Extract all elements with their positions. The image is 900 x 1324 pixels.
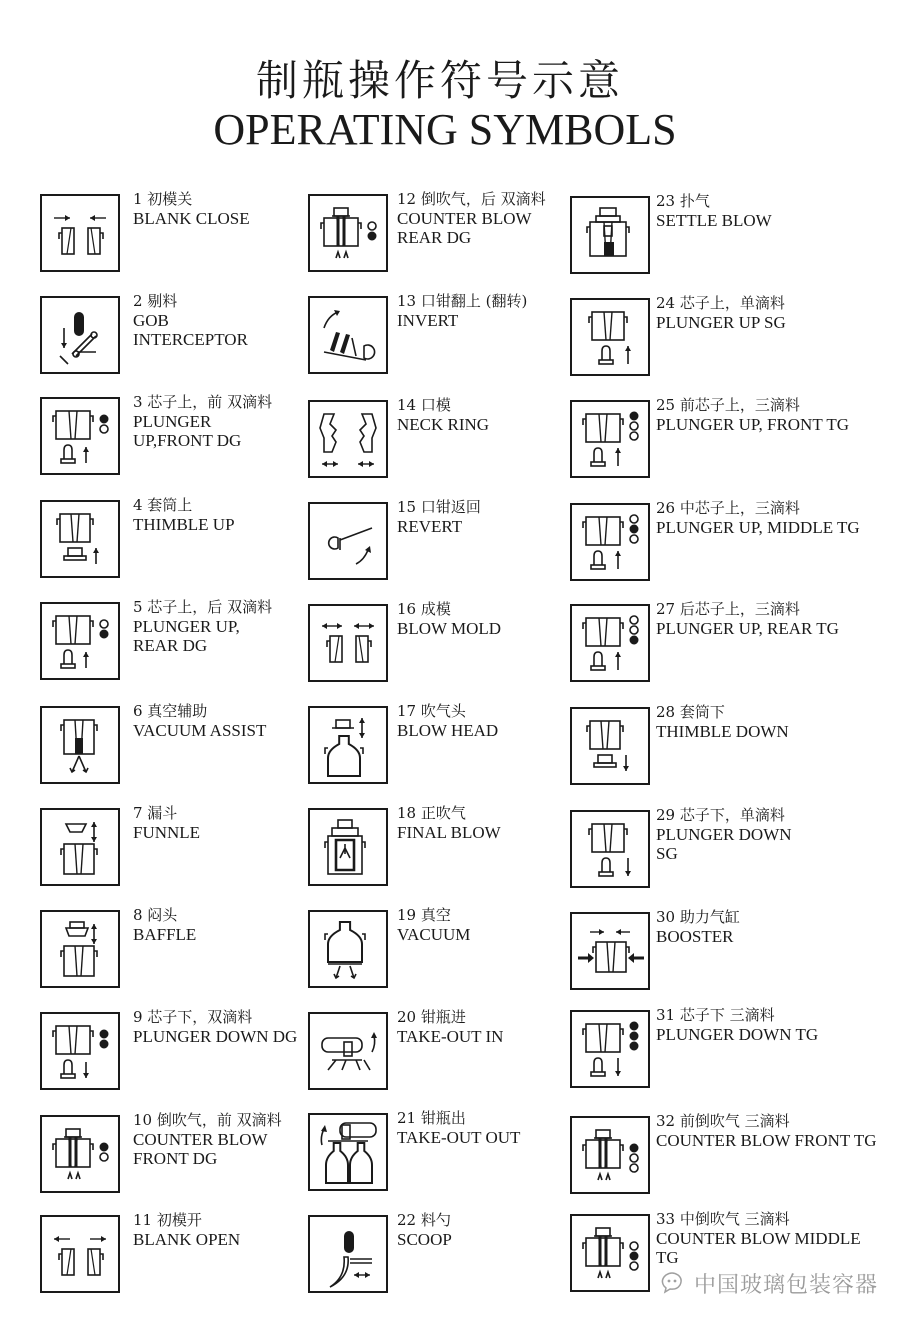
symbol-label-chinese: 33 中倒吹气 三滴料 [656,1210,790,1228]
plunger-down-dg-icon [40,1012,120,1090]
symbol-label-english: TG [656,1248,679,1267]
symbol-label-english: BLOW MOLD [397,619,502,638]
symbol-label-chinese: 7 漏斗 [133,804,178,822]
symbol-label-chinese: 24 芯子上，单滴料 [656,294,785,312]
symbol-label [397,906,470,944]
take-out-in-icon [308,1012,388,1090]
symbol-label-chinese: 6 真空辅助 [133,702,208,720]
symbol-label-english: PLUNGER UP, [133,617,240,636]
scoop-icon [308,1215,388,1293]
symbol-label-chinese: 15 口钳返回 [397,498,481,516]
symbol-label-chinese: 2 剔料 [133,292,178,310]
symbol-label-chinese: 22 料勺 [397,1211,451,1229]
symbol-label-chinese: 11 初模开 [133,1211,202,1229]
symbol-label [656,396,849,434]
symbol-label-english: PLUNGER UP, REAR TG [656,619,839,638]
counter-blow-front-tg-icon [570,1116,650,1194]
symbol-label-english: PLUNGER DOWN [656,825,792,844]
symbol-label-chinese: 14 口模 [397,396,451,414]
symbol-label-chinese: 5 芯子上，后 双滴料 [133,598,273,616]
symbol-label-chinese: 17 吹气头 [397,702,466,720]
symbol-label [397,1211,452,1249]
take-out-out-icon [308,1113,388,1191]
revert-icon [308,502,388,580]
symbol-label-chinese: 10 倒吹气，前 双滴料 [133,1111,282,1129]
wechat-logo-icon [658,1270,688,1294]
symbol-label-chinese: 3 芯子上，前 双滴料 [133,393,273,411]
symbol-label-english: TAKE-OUT IN [397,1027,504,1046]
symbol-label-chinese: 27 后芯子上，三滴料 [656,600,800,618]
symbol-label-chinese: 12 倒吹气，后 双滴料 [397,190,546,208]
counter-blow-middle-tg-icon [570,1214,650,1292]
symbol-label-english: PLUNGER [133,412,212,431]
symbol-label-english: FRONT DG [133,1149,218,1168]
symbol-label-english: BLANK CLOSE [133,209,250,228]
symbol-label [133,190,250,228]
symbol-label-english: PLUNGER DOWN TG [656,1025,819,1044]
plunger-up-sg-icon [570,298,650,376]
symbol-label-english: VACUUM [397,925,471,944]
symbol-label-chinese: 30 助力气缸 [656,908,740,926]
symbol-label-chinese: 9 芯子下，双滴料 [133,1008,253,1026]
symbol-label-chinese: 16 成模 [397,600,451,618]
thimble-up-icon [40,500,120,578]
symbol-label [397,396,489,434]
plunger-up-front-dg-icon [40,397,120,475]
symbol-label-english: REVERT [397,517,463,536]
vacuum-icon [308,910,388,988]
page-title-english: OPERATING SYMBOLS [213,105,677,154]
symbol-label [133,598,272,655]
symbol-label [133,292,248,349]
plunger-up-rear-tg-icon [570,604,650,682]
symbol-label-chinese: 19 真空 [397,906,451,924]
symbol-label [397,292,527,330]
vacuum-assist-icon [40,706,120,784]
neck-ring-icon [308,400,388,478]
booster-icon [570,912,650,990]
symbol-label [656,1006,818,1044]
symbol-label-english: BLOW HEAD [397,721,499,740]
symbol-label-english: INVERT [397,311,459,330]
symbol-label-english: BAFFLE [133,925,197,944]
symbol-label-english: PLUNGER UP, MIDDLE TG [656,518,860,537]
symbol-label [397,498,481,536]
symbol-label-english: FUNNLE [133,823,201,842]
symbol-label-english: REAR DG [397,228,472,247]
symbol-label [656,1112,877,1150]
counter-blow-rear-dg-icon [308,194,388,272]
symbol-label-english: PLUNGER UP SG [656,313,786,332]
funnel-icon [40,808,120,886]
watermark-text: 中国玻璃包装容器 [694,1273,879,1298]
symbol-label [656,600,839,638]
symbol-label-english: COUNTER BLOW [133,1130,268,1149]
plunger-up-front-tg-icon [570,400,650,478]
blank-close-icon [40,194,120,272]
symbol-label-english: FINAL BLOW [397,823,501,842]
counter-blow-front-dg-icon [40,1115,120,1193]
symbol-label [133,906,196,944]
symbol-label [397,804,501,842]
symbol-label-chinese: 31 芯子下 三滴料 [656,1006,775,1024]
symbol-label [656,703,789,741]
symbol-label [656,294,786,332]
symbol-label-english: INTERCEPTOR [133,330,248,349]
plunger-up-middle-tg-icon [570,503,650,581]
symbol-label-english: COUNTER BLOW MIDDLE [656,1229,861,1248]
symbol-label [397,1109,520,1147]
invert-icon [308,296,388,374]
symbol-label-english: PLUNGER UP, FRONT TG [656,415,850,434]
symbol-label-english: THIMBLE DOWN [656,722,789,741]
symbol-label-english: BOOSTER [656,927,734,946]
symbol-label [656,499,860,537]
symbol-label [397,1008,503,1046]
symbol-label-english: REAR DG [133,636,208,655]
symbol-label [133,1008,297,1046]
symbol-label-english: SETTLE BLOW [656,211,772,230]
symbol-label [397,600,501,638]
symbol-label-english: TAKE-OUT OUT [397,1128,521,1147]
symbol-label-chinese: 20 钳瓶进 [397,1008,466,1026]
symbol-label-english: UP,FRONT DG [133,431,242,450]
symbol-label [133,1211,240,1249]
symbol-label-chinese: 29 芯子下，单滴料 [656,806,785,824]
symbol-label [656,192,772,230]
symbol-label-chinese: 32 前倒吹气 三滴料 [656,1112,790,1130]
symbol-label-english: BLANK OPEN [133,1230,241,1249]
symbol-label-chinese: 25 前芯子上，三滴料 [656,396,800,414]
symbol-label-chinese: 13 口钳翻上 (翻转) [397,292,528,310]
final-blow-icon [308,808,388,886]
symbol-label-chinese: 1 初模关 [133,190,193,208]
symbol-label-english: VACUUM ASSIST [133,721,267,740]
plunger-down-sg-icon [570,810,650,888]
symbol-label-english: SCOOP [397,1230,452,1249]
symbol-label-chinese: 28 套筒下 [656,703,725,721]
symbol-label [656,908,740,946]
blow-head-icon [308,706,388,784]
thimble-down-icon [570,707,650,785]
plunger-down-tg-icon [570,1010,650,1088]
symbol-label [133,804,200,842]
symbol-label [133,702,266,740]
blank-open-icon [40,1215,120,1293]
settle-blow-icon [570,196,650,274]
symbol-label-english: PLUNGER DOWN DG [133,1027,298,1046]
symbol-label-chinese: 26 中芯子上，三滴料 [656,499,800,517]
blow-mold-icon [308,604,388,682]
symbol-label-english: GOB [133,311,169,330]
symbol-label-chinese: 21 钳瓶出 [397,1109,466,1127]
symbol-label [133,393,272,450]
symbol-label [133,496,235,534]
symbol-label-english: COUNTER BLOW [397,209,532,228]
symbol-label [656,1210,861,1267]
symbol-label-chinese: 4 套筒上 [133,496,193,514]
symbol-label-chinese: 8 闷头 [133,906,178,924]
symbol-label [397,702,498,740]
symbol-label [397,190,546,247]
symbol-label [133,1111,282,1168]
symbol-label-english: SG [656,844,678,863]
symbol-label-chinese: 23 扑气 [656,192,710,210]
symbol-label-english: NECK RING [397,415,490,434]
gob-interceptor-icon [40,296,120,374]
symbol-label-english: THIMBLE UP [133,515,235,534]
page-title-chinese: 制瓶操作符号示意 [255,56,624,105]
baffle-icon [40,910,120,988]
plunger-up-rear-dg-icon [40,602,120,680]
symbol-label-english: COUNTER BLOW FRONT TG [656,1131,877,1150]
symbol-label [656,806,792,863]
symbol-label-chinese: 18 正吹气 [397,804,466,822]
